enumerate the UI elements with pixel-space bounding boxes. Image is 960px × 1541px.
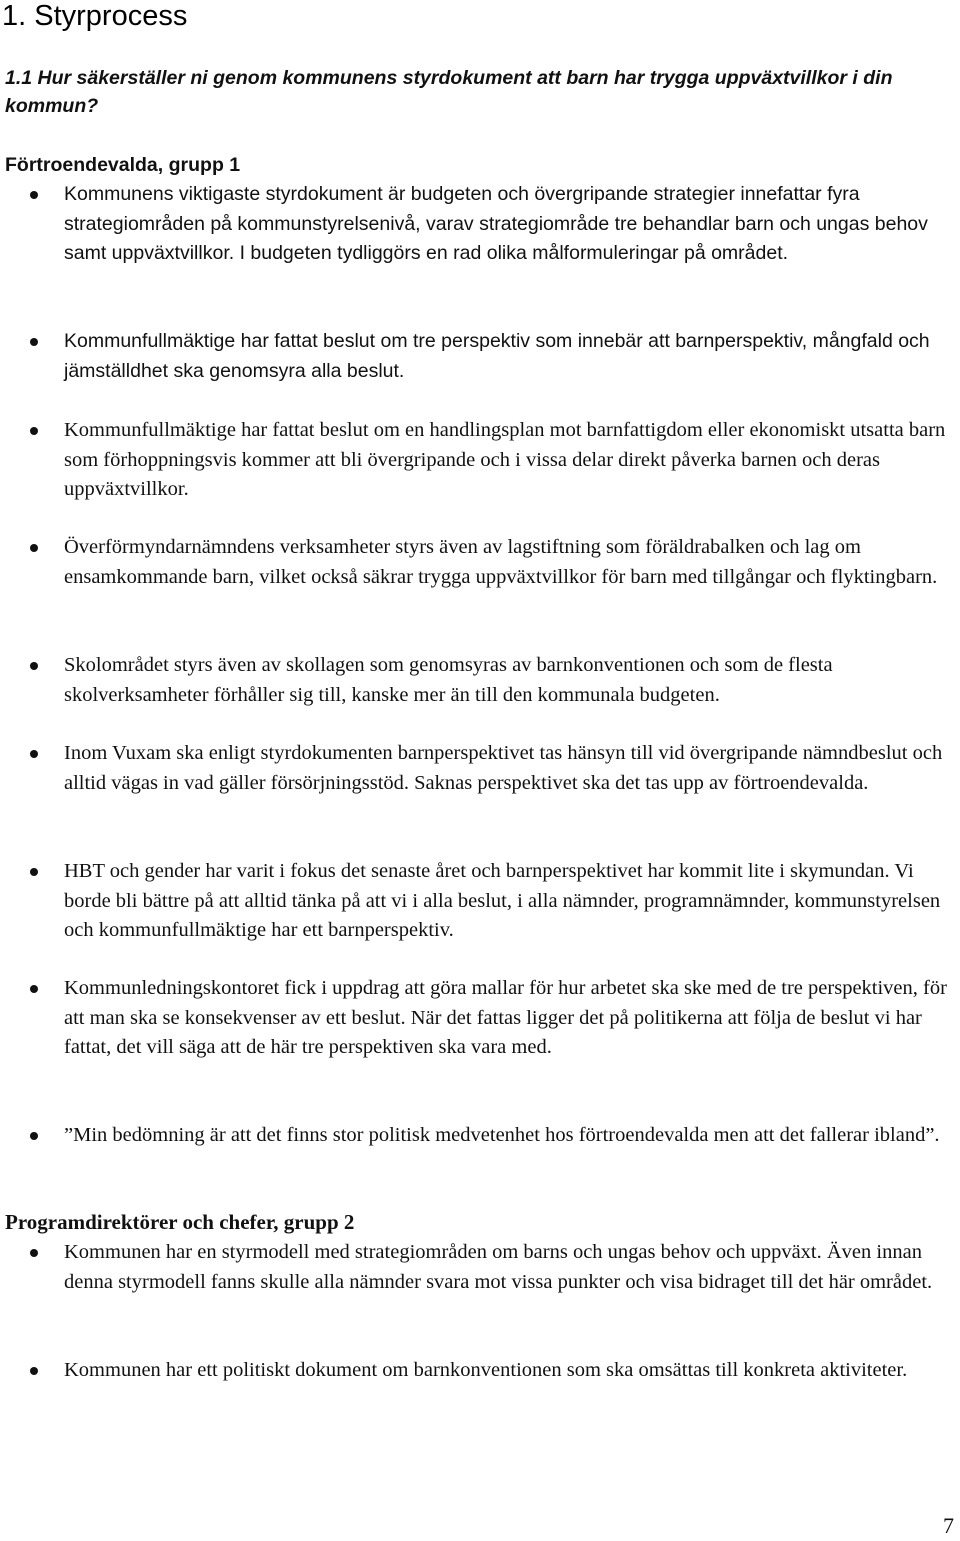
list-item-text: Kommunen har ett politiskt dokument om barnkonventionen som ska omsättas till konkreta aktiviteter. <box>64 1359 908 1381</box>
bullet-icon <box>30 868 38 876</box>
group1-heading: Förtroendevalda, grupp 1 <box>5 154 241 176</box>
bullet-icon <box>30 1367 38 1375</box>
list-item-text: Skolområdet styrs även av skollagen som genomsyras av barnkonventionen och som de flesta skolverksamheter förhåller sig till, kanske mer än till den kommunala budgeten. <box>64 654 833 706</box>
group2-heading: Programdirektörer och chefer, grupp 2 <box>5 1210 355 1234</box>
list-item-text: Kommunfullmäktige har fattat beslut om tre perspektiv som innebär att barnperspektiv, mångfald och jämställdhet ska genomsyra alla beslut. <box>64 330 930 382</box>
list-item-text: Inom Vuxam ska enligt styrdokumenten barnperspektivet tas hänsyn till vid övergripande nämndbeslut och alltid vägas in vad gäller försörjningsstöd. Saknas perspektivet ska det tas upp av förtroendevalda. <box>64 742 943 794</box>
bullet-icon <box>30 427 38 435</box>
list-item-text: Kommunfullmäktige har fattat beslut om en handlingsplan mot barnfattigdom eller ekonomiskt utsatta barn som förhoppningsvis kommer att bli övergripande och i vissa delar direkt påverka barnen och deras uppväxtvillkor. <box>64 419 946 500</box>
page-number: 7 <box>943 1513 954 1538</box>
bullet-icon <box>30 1249 38 1257</box>
question-heading: 1.1 Hur säkerställer ni genom kommunens styrdokument att barn har trygga uppväxtvillkor i din kommun? <box>5 67 893 117</box>
bullet-icon <box>30 338 38 346</box>
list-item-text: ”Min bedömning är att det finns stor politisk medvetenhet hos förtroendevalda men att det fallerar ibland”. <box>64 1124 940 1146</box>
list-item-text: HBT och gender har varit i fokus det senaste året och barnperspektivet har kommit lite i skymundan. Vi borde bli bättre på att alltid tänka på att vi i alla beslut, i alla nämnder, programnämnder, kommunstyrelsen och kommunfullmäktige har ett barnperspektiv. <box>64 860 941 941</box>
bullet-icon <box>30 191 38 199</box>
bullet-icon <box>30 662 38 670</box>
bullet-icon <box>30 1132 38 1140</box>
list-item-text: Kommunens viktigaste styrdokument är budgeten och övergripande strategier innefattar fyra strategiområden på kommunstyrelsenivå, varav strategiområde tre behandlar barn och ungas behov samt uppväxtvillkor. I budgeten tydliggörs en rad olika målformuleringar på området. <box>64 183 928 264</box>
bullet-icon <box>30 544 38 552</box>
bullet-icon <box>30 985 38 993</box>
list-item-text: Överförmyndarnämndens verksamheter styrs även av lagstiftning som föräldrabalken och lag om ensamkommande barn, vilket också säkrar trygga uppväxtvillkor för barn med tillgångar och flyktingbarn. <box>64 536 938 588</box>
section-title: 1. Styrprocess <box>2 0 188 32</box>
bullet-icon <box>30 750 38 758</box>
list-item-text: Kommunen har en styrmodell med strategiområden om barns och ungas behov och uppväxt. Även innan denna styrmodell fanns skulle alla nämnder svara mot vissa punkter och visa bidraget till det här området. <box>64 1241 933 1293</box>
list-item-text: Kommunledningskontoret fick i uppdrag att göra mallar för hur arbetet ska ske med de tre perspektiven, för att man ska se konsekvenser av ett beslut. När det fattas ligger det på politikerna att följa de beslut vi har fattat, det vill säga att de här tre perspektiven ska vara med. <box>64 977 947 1058</box>
